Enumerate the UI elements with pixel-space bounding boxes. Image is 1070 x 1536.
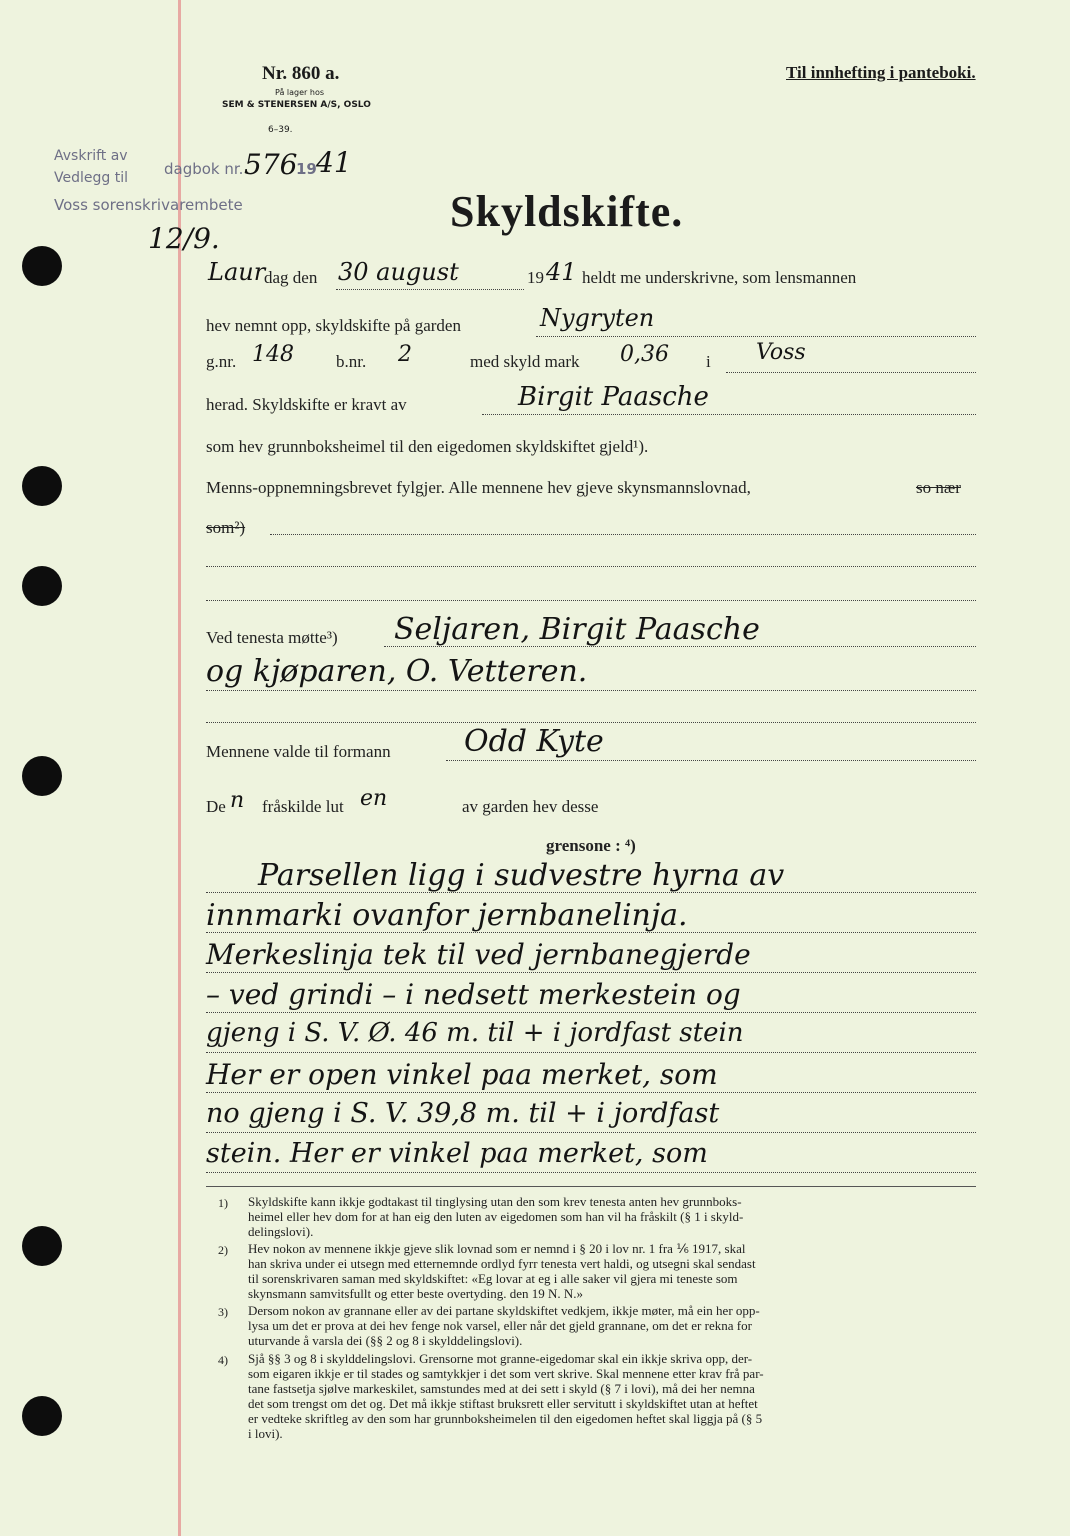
punch-hole (22, 1226, 62, 1266)
footnote-number: 2) (218, 1243, 228, 1257)
publisher-name: SEM & STENERSEN A/S, OSLO (222, 100, 371, 110)
publisher-line: På lager hos (275, 88, 324, 97)
punch-hole (22, 466, 62, 506)
garden-label: av garden hev desse (462, 797, 599, 816)
stamp-line1: Avskrift av (54, 148, 128, 164)
skyld-label: med skyld mark (470, 352, 580, 371)
right-note: Til innhefting i panteboki. (786, 63, 976, 82)
year-printed: 19 (527, 268, 544, 287)
day-hand: Laur (208, 258, 266, 286)
line5-text: som hev grunnboksheimel til den eigedomen skyldskiftet gjeld¹). (206, 437, 649, 456)
dagbok-number: 576 (244, 148, 298, 181)
grensone-line: no gjeng i S. V. 39,8 m. til + i jordfast (206, 1098, 720, 1129)
formann-hand: Odd Kyte (464, 724, 604, 759)
grensone-label: grensone : ⁴) (546, 836, 636, 855)
footnote-2: Hev nokon av mennene ikkje gjeve slik lovnad som er nemnd i § 20 i lov nr. 1 fra ⅙ 1917, skal han skriva under ei utsegn med etternemnde ordlyd fyrr tenesta vert haldi, og utsegni skal sendast til sorenskrivaren saman med skyldskiftet: «Eg lovar at eg i alle saker vil gjera mi teneste som skynsmann samvitsfullt og etter beste overtyding. den 19 N. N.» (248, 1241, 756, 1301)
line6-text: Menns-oppnemningsbrevet fylgjer. Alle mennene hev gjeve skynsmannslovnad, (206, 478, 751, 497)
garden-hand: Nygryten (540, 304, 655, 332)
footnote-number: 1) (218, 1196, 228, 1210)
mote-hand2: og kjøparen, O. Vetteren. (206, 654, 588, 689)
grensone-line: Merkeslinja tek til ved jernbanegjerde (206, 938, 751, 971)
mote-label: Ved tenesta møtte³) (206, 628, 338, 647)
den-hand: n (230, 788, 245, 813)
grensone-line: Her er open vinkel paa merket, som (206, 1058, 718, 1091)
herad-hand: Voss (756, 340, 806, 365)
punch-hole (22, 756, 62, 796)
page-title: Skyldskifte. (450, 187, 684, 236)
mote-hand1: Seljaren, Birgit Paasche (394, 612, 760, 647)
year-hand: 41 (546, 258, 577, 286)
bnr-hand: 2 (398, 342, 412, 367)
grensone-line: – ved grindi – i nedsett merkestein og (206, 978, 741, 1011)
line4-text: herad. Skyldskifte er kravt av (206, 395, 407, 414)
bnr-label: b.nr. (336, 352, 367, 371)
line6-struck: so nær (916, 478, 961, 497)
gnr-hand: 148 (252, 342, 294, 367)
date-note: 12/9. (148, 222, 220, 255)
grensone-line: stein. Her er vinkel paa merket, som (206, 1138, 708, 1169)
footnote-1: Skyldskifte kann ikkje godtakast til tinglysing utan den som krev tenesta anten hev grunnboks- heimel eller hev dom for at han eig den luten av eigedomen som han vil ha fråskilt (§ 1 i skyld- delingslovi). (248, 1194, 744, 1239)
footnote-3: Dersom nokon av grannane eller av dei partane skyldskiftet vedkjem, ikkje møter, må ein her opp- lysa um det er prova at dei hev fenge nok varsel, eller når det gjeld grannane, om det er rekna for uturvande å varsla dei (§§ 2 og 8 i skylddelingslovi). (248, 1303, 760, 1348)
gnr-label: g.nr. (206, 352, 237, 371)
skyld-hand: 0,36 (620, 342, 669, 367)
i-label: i (706, 352, 711, 371)
grensone-line: innmarki ovanfor jernbanelinja. (206, 898, 688, 933)
footnote-4: Sjå §§ 3 og 8 i skylddelingslovi. Grensorne mot granne-eigedomar skal ein ikkje skriva opp, der- som eigaren ikkje er til stades og samtykkjer i det som vert skrive. Skal mennene etter krav frå par- tane fastsetja sjølve markeskilet, samstundes med at dei sett i skyld (§ 7 i lovi), må dei her nemna det som trengst om det og. Det må ikkje stiftast bruksrett eller servitutt i skyldskiftet utan at heftet er vedteke skriftleg av den som har grunnboksheimelen til den eigedomen heftet skal liggja på (§ 5 i lovi). (248, 1351, 764, 1441)
dagbok-year-hand: 41 (316, 146, 352, 179)
punch-hole (22, 1396, 62, 1436)
publisher-date: 6–39. (268, 125, 293, 135)
stamp-line2: Vedlegg til (54, 170, 128, 186)
dagbok-label: dagbok nr. (164, 160, 244, 178)
formann-label: Mennene valde til formann (206, 742, 391, 761)
footnote-number: 3) (218, 1305, 228, 1319)
footnote-rule (206, 1186, 976, 1187)
fraskilde-label: fråskilde lut (262, 797, 344, 816)
kravt-hand: Birgit Paasche (518, 382, 709, 412)
form-number: Nr. 860 a. (262, 63, 340, 84)
punch-hole (22, 246, 62, 286)
fraskilde-hand: en (360, 786, 388, 811)
stamp-line3: Voss sorenskrivarembete (54, 196, 243, 214)
den-label: De (206, 797, 226, 816)
line7-struck: som²) (206, 518, 246, 537)
punch-hole (22, 566, 62, 606)
grensone-line: Parsellen ligg i sudvestre hyrna av (258, 858, 785, 893)
line1-rest: heldt me underskrivne, som lensmannen (582, 268, 857, 287)
date-hand: 30 august (338, 258, 459, 286)
footnote-number: 4) (218, 1353, 228, 1367)
grensone-line: gjeng i S. V. Ø. 46 m. til + i jordfast stein (206, 1018, 744, 1048)
dagbok-year-printed: 19 (296, 160, 317, 178)
day-suffix: dag den (264, 268, 318, 287)
line2-text: hev nemnt opp, skyldskifte på garden (206, 316, 461, 335)
